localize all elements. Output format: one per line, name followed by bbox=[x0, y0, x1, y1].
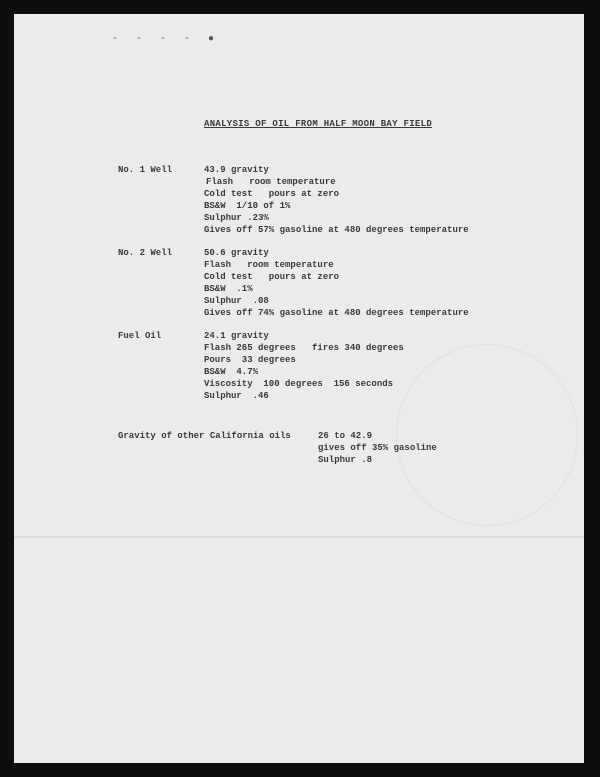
well-1-line: Flash room temperature bbox=[206, 177, 336, 187]
fold-line bbox=[14, 536, 584, 538]
well-2-line: 50.6 gravity bbox=[204, 248, 269, 258]
other-oils-label: Gravity of other California oils bbox=[118, 431, 291, 441]
punch-marks: - - - - ● bbox=[112, 34, 221, 45]
well-2-details bbox=[204, 247, 469, 319]
well-2-line: Gives off 74% gasoline at 480 degrees temperature bbox=[204, 308, 469, 318]
fuel-oil-line: BS&W 4.7% bbox=[204, 367, 259, 377]
well-1-line: Sulphur .23% bbox=[204, 213, 269, 223]
fuel-oil-details bbox=[204, 330, 404, 402]
document-title: ANALYSIS OF OIL FROM HALF MOON BAY FIELD bbox=[204, 119, 433, 129]
well-1-line: 43.9 gravity bbox=[204, 165, 269, 175]
other-oils-details bbox=[318, 430, 437, 466]
fuel-oil-label: Fuel Oil bbox=[118, 331, 162, 341]
fuel-oil-line: Flash 265 degrees fires 340 degrees bbox=[204, 343, 404, 353]
well-1-line: Gives off 57% gasoline at 480 degrees temperature bbox=[204, 225, 469, 235]
well-2-line: BS&W .1% bbox=[204, 284, 253, 294]
well-2-label: No. 2 Well bbox=[118, 248, 173, 258]
well-1-line: BS&W 1/10 of 1% bbox=[204, 201, 291, 211]
fuel-oil-line: 24.1 gravity bbox=[204, 331, 269, 341]
well-1-label: No. 1 Well bbox=[118, 165, 173, 175]
well-1-details bbox=[204, 164, 469, 236]
other-oils-line: gives off 35% gasoline bbox=[318, 443, 437, 453]
well-2-line: Flash room temperature bbox=[204, 260, 334, 270]
document-page bbox=[14, 14, 584, 763]
fuel-oil-line: Pours 33 degrees bbox=[204, 355, 296, 365]
fuel-oil-line: Sulphur .46 bbox=[204, 391, 269, 401]
well-1-line: Cold test pours at zero bbox=[204, 189, 340, 199]
well-2-line: Cold test pours at zero bbox=[204, 272, 340, 282]
other-oils-line: Sulphur .8 bbox=[318, 455, 373, 465]
fuel-oil-line: Viscosity 100 degrees 156 seconds bbox=[204, 379, 394, 389]
well-2-line: Sulphur .08 bbox=[204, 296, 269, 306]
other-oils-line: 26 to 42.9 bbox=[318, 431, 373, 441]
